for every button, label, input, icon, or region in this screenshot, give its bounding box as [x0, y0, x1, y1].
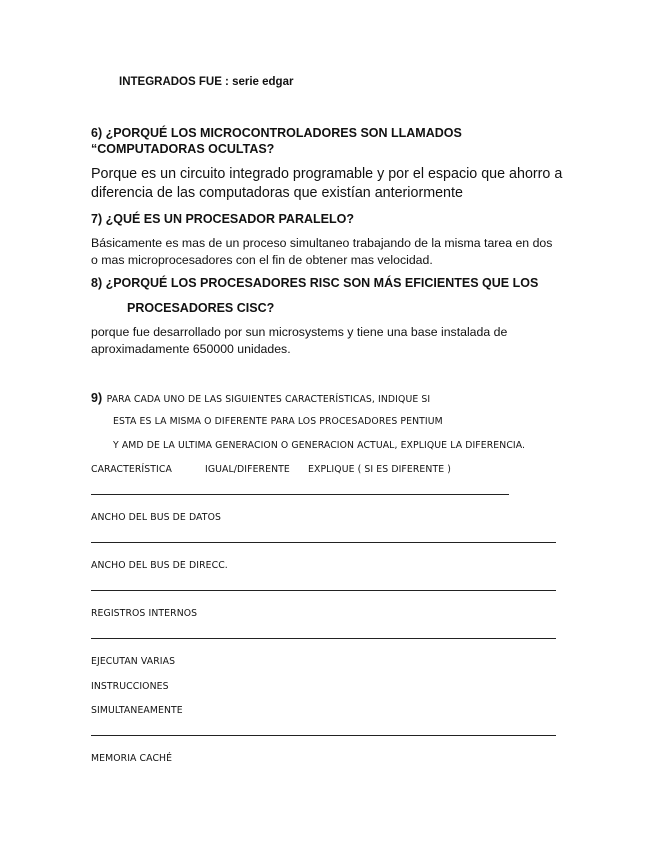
column-header-caracteristica: CARACTERÍSTICA [91, 464, 172, 475]
row-ejecutan-varias: EJECUTAN VARIAS [91, 656, 176, 667]
header-text: INTEGRADOS FUE : serie edgar [119, 76, 294, 88]
q9-intro-line2: ESTA ES LA MISMA O DIFERENTE PARA LOS PROCESADORES PENTIUM [113, 416, 443, 427]
table-divider [91, 494, 509, 495]
q8-title-line2: PROCESADORES CISC? [127, 301, 275, 315]
q9-intro-line1 [91, 389, 430, 407]
row-memoria-cache: MEMORIA CACHÉ [91, 753, 173, 764]
row-registros-internos: REGISTROS INTERNOS [91, 608, 198, 619]
q8-answer: porque fue desarrollado por sun microsystems y tiene una base instalada de aproximadamente 650000 unidades. [91, 325, 508, 356]
table-divider [91, 638, 556, 639]
table-divider [91, 735, 556, 736]
row-instrucciones: INSTRUCCIONES [91, 681, 169, 692]
column-header-igual-diferente: IGUAL/DIFERENTE [205, 464, 290, 475]
q6-title-line2: “COMPUTADORAS OCULTAS? [91, 142, 275, 156]
q9-line1: PARA CADA UNO DE LAS SIGUIENTES CARACTERÍSTICAS, INDIQUE SI [106, 394, 431, 405]
table-divider [91, 542, 556, 543]
q6-answer: Porque es un circuito integrado programable y por el espacio que ahorro a diferencia de las computadoras que existían anteriormente [91, 166, 563, 201]
q7-answer: Básicamente es mas de un proceso simultaneo trabajando de la misma tarea en dos o mas microprocesadores con el fin de obtener mas velocidad. [91, 236, 553, 267]
q9-number: 9) [91, 391, 103, 405]
row-ancho-bus-direcc: ANCHO DEL BUS DE DIRECC. [91, 560, 228, 571]
q6-title-line1: 6) ¿PORQUÉ LOS MICROCONTROLADORES SON LLAMADOS [91, 126, 462, 140]
table-divider [91, 590, 556, 591]
row-simultaneamente: SIMULTANEAMENTE [91, 705, 183, 716]
q8-title-line1: 8) ¿PORQUÉ LOS PROCESADORES RISC SON MÁS EFICIENTES QUE LOS [91, 276, 539, 290]
column-header-explique: EXPLIQUE ( SI ES DIFERENTE ) [308, 464, 451, 475]
q9-intro-line3: Y AMD DE LA ULTIMA GENERACION O GENERACION ACTUAL, EXPLIQUE LA DIFERENCIA. [113, 440, 526, 451]
row-ancho-bus-datos: ANCHO DEL BUS DE DATOS [91, 512, 221, 523]
q7-title: 7) ¿QUÉ ES UN PROCESADOR PARALELO? [91, 212, 354, 226]
